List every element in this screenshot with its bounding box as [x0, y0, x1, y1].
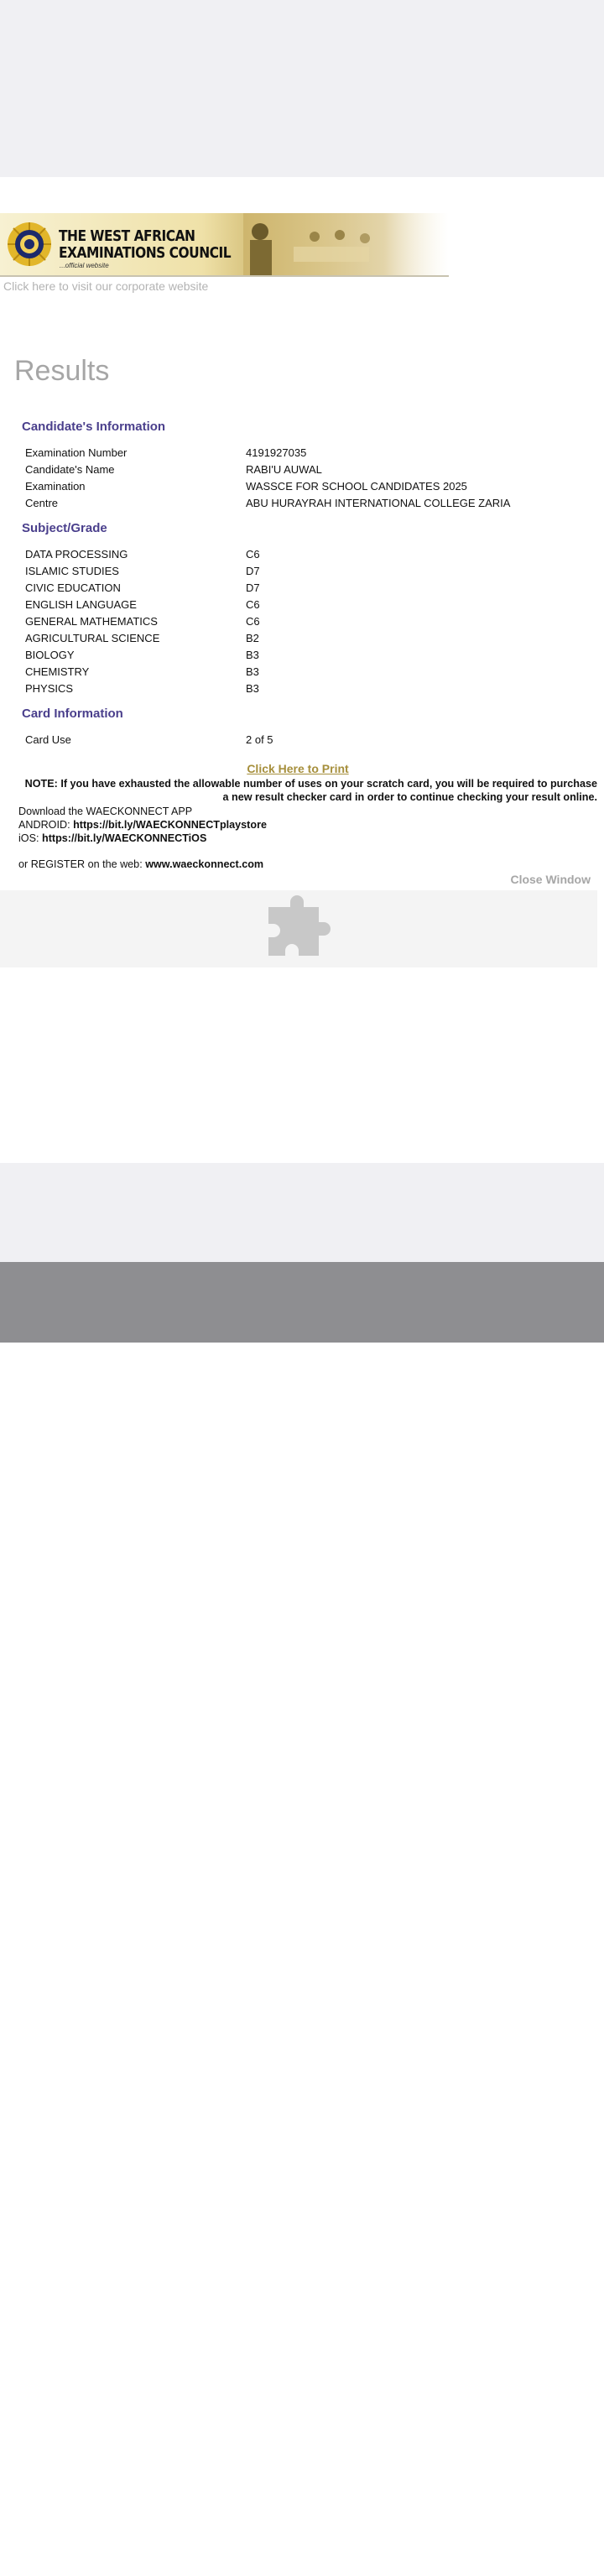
card-use-row [25, 733, 579, 750]
info-row-centre [25, 497, 579, 514]
org-name-line1: THE WEST AFRICAN [59, 227, 195, 245]
card-info-title: Card Information [22, 707, 123, 721]
register-link[interactable]: www.waeckonnect.com [145, 858, 264, 870]
subject-row [25, 581, 579, 598]
register-label: or REGISTER on the web: [18, 858, 146, 870]
home-icon[interactable] [288, 2547, 316, 2576]
subject-grade: D7 [246, 565, 260, 577]
download-heading: Download the WAECKONNECT APP [18, 806, 193, 817]
subject-name: GENERAL MATHEMATICS [25, 615, 158, 628]
subject-row [25, 598, 579, 615]
ios-line [18, 832, 206, 844]
subject-grade: B3 [246, 682, 259, 695]
subject-row [25, 548, 579, 565]
subject-name: CIVIC EDUCATION [25, 581, 121, 594]
info-label: Candidate's Name [25, 463, 115, 476]
info-value: ABU HURAYRAH INTERNATIONAL COLLEGE ZARIA [246, 497, 511, 509]
subject-grade: B2 [246, 632, 259, 644]
candidate-info-title: Candidate's Information [22, 420, 166, 434]
info-value: 4191927035 [246, 446, 307, 459]
tagline: ...official website [60, 262, 109, 269]
subject-row [25, 565, 579, 581]
students-photo [243, 213, 445, 275]
note-prefix: NOTE: [24, 778, 58, 790]
android-line [18, 819, 267, 831]
subject-name: CHEMISTRY [25, 665, 90, 678]
status-area [0, 0, 604, 177]
subject-row [25, 615, 579, 632]
info-row-examination [25, 480, 579, 497]
subject-name: BIOLOGY [25, 649, 75, 661]
subject-row [25, 632, 579, 649]
info-value: RABI'U AUWAL [246, 463, 322, 476]
android-link[interactable]: https://bit.ly/WAECKONNECTplaystore [73, 819, 267, 831]
back-icon[interactable] [435, 2547, 464, 2576]
org-name-line2: EXAMINATIONS COUNCIL [59, 244, 232, 262]
subject-row [25, 665, 579, 682]
subject-name: PHYSICS [25, 682, 74, 695]
info-label: Examination Number [25, 446, 128, 459]
subject-name: AGRICULTURAL SCIENCE [25, 632, 160, 644]
note-text: If you have exhausted the allowable number of uses on your scratch card, you will be required to purchase a new result checker card in order to continue checking your result online. [57, 778, 597, 803]
info-row-name [25, 463, 579, 480]
system-nav-bar [0, 1262, 604, 1343]
corporate-website-link[interactable]: Click here to visit our corporate website [3, 279, 209, 293]
plugin-placeholder [0, 890, 597, 967]
subject-name: DATA PROCESSING [25, 548, 128, 561]
bottom-background [0, 1163, 604, 1262]
waec-seal-icon [7, 222, 52, 267]
subject-grade: C6 [246, 548, 260, 561]
subject-row [25, 649, 579, 665]
print-link[interactable]: Click Here to Print [247, 762, 349, 775]
ios-link[interactable]: https://bit.ly/WAECKONNECTiOS [42, 832, 207, 844]
subject-grade: B3 [246, 665, 259, 678]
info-value: WASSCE FOR SCHOOL CANDIDATES 2025 [246, 480, 467, 493]
card-use-value: 2 of 5 [246, 733, 273, 746]
recent-apps-icon[interactable] [140, 2547, 169, 2576]
close-window-button[interactable]: Close Window [510, 873, 591, 886]
subject-grade: C6 [246, 598, 260, 611]
subject-grade: C6 [246, 615, 260, 628]
subject-grade-title: Subject/Grade [22, 521, 107, 535]
scratch-card-note [18, 777, 597, 804]
android-label: ANDROID: [18, 819, 74, 831]
card-use-label: Card Use [25, 733, 71, 746]
puzzle-piece-icon [267, 895, 334, 962]
register-line [18, 858, 263, 870]
subject-grade: D7 [246, 581, 260, 594]
subject-name: ISLAMIC STUDIES [25, 565, 119, 577]
subject-grade: B3 [246, 649, 259, 661]
ios-label: iOS: [18, 832, 42, 844]
waec-banner[interactable] [0, 213, 449, 277]
subject-name: ENGLISH LANGUAGE [25, 598, 137, 611]
info-row-exam-number [25, 446, 579, 463]
info-label: Examination [25, 480, 86, 493]
info-label: Centre [25, 497, 59, 509]
page-title: Results [14, 355, 110, 387]
subject-row [25, 682, 579, 699]
